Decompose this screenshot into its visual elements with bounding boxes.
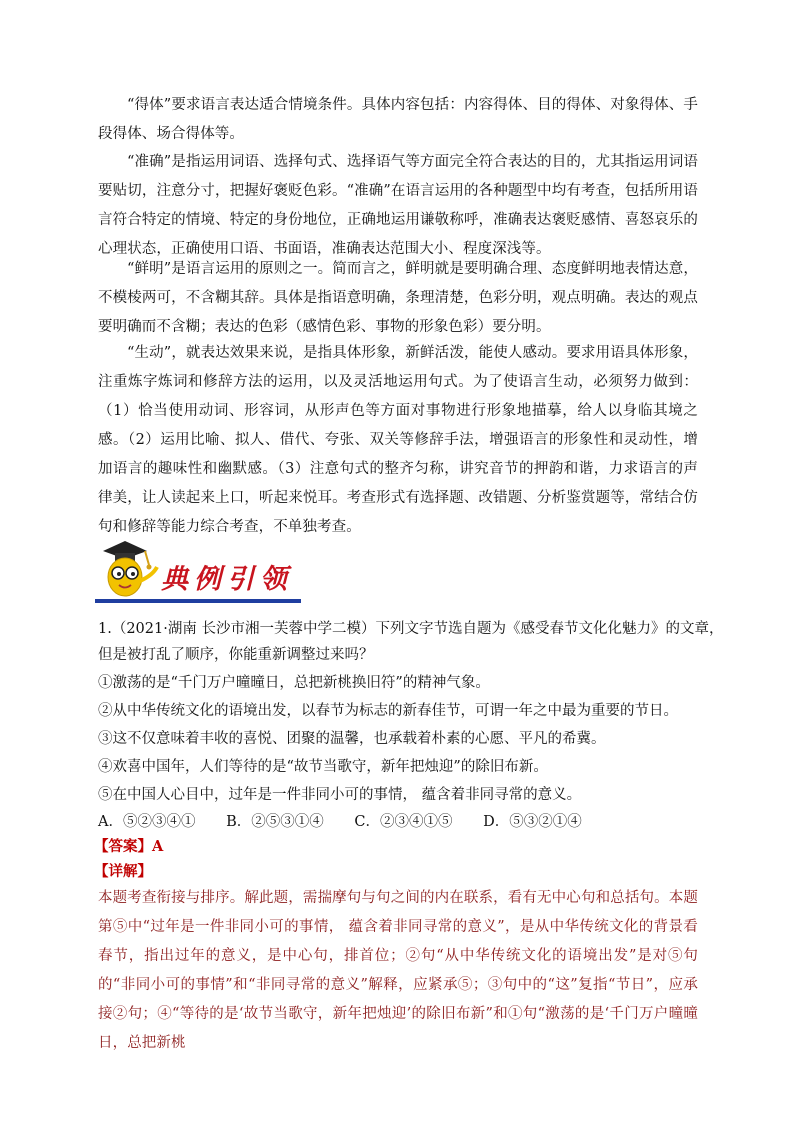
banner-title: 典例引领 bbox=[161, 564, 293, 595]
banner-underline bbox=[95, 599, 301, 603]
detail-label: 【详解】 bbox=[94, 863, 152, 880]
sentence-5: ⑤在中国人心目中，过年是一件非同小可的事情， 蕴含着非同寻常的意义。 bbox=[98, 787, 582, 803]
paragraph-vivid-clear: “鲜明”是语言运用的原则之一。简而言之，鲜明就是要明确合理、态度鲜明地表情达意，不模棱两可，不含糊其辞。具体是指语意明确，条理清楚，色彩分明，观点明确。表达的观点要明确而不含糊；表达的色彩（感情色彩、事物的形象色彩）要分明。 bbox=[98, 261, 698, 335]
answer-options bbox=[98, 811, 608, 833]
detail-explanation: 本题考查衔接与排序。解此题，需揣摩句与句之间的内在联系，看有无中心句和总括句。本题第⑤中“过年是一件非同小可的事情， 蕴含着非同寻常的意义”，是从中华传统文化的背景看春节，指出过年的意义，是中心句，排首位；②句“从中华传统文化的语境出发”是对⑤句的“非同小可的事情”和“非同寻常的意义”解释，应紧承⑤；③句中的“这”复指“节日”，应承接②句；④“等待的是‘故节当歌守，新年把烛迎’的除旧布新”和①句“激荡的是‘千门万户曈曈日，总把新桃 bbox=[98, 890, 698, 1051]
sentence-3: ③这不仅意味着丰收的喜悦、团聚的温馨，也承载着朴素的心愿、平凡的希冀。 bbox=[98, 731, 606, 747]
paragraph-accurate: “准确”是指运用词语、选择句式、选择语气等方面完全符合表达的目的，尤其指运用词语要贴切，注意分寸，把握好褒贬色彩。“准确”在语言运用的各种题型中均有考查，包括所用语言符合特定的情境、特定的身份地位，正确地运用谦敬称呼，准确表达褒贬感情、喜怒哀乐的心理状态，正确使用口语、书面语，准确表达范围大小、程度深浅等。 bbox=[98, 154, 698, 257]
option-a: A．⑤②③④① bbox=[98, 814, 196, 830]
question-stem: 1.（2021·湖南 长沙市湘一芙蓉中学二模）下列文字节选自题为《感受春节文化化魅力》的文章， bbox=[98, 621, 724, 637]
option-c: C．②③④①⑤ bbox=[354, 814, 453, 830]
scholar-mascot-icon bbox=[95, 537, 165, 603]
question-stem-continued: 但是被打乱了顺序，你能重新调整过来吗？ bbox=[98, 647, 374, 663]
paragraph-lively: “生动”，就表达效果来说，是指具体形象，新鲜活泼，能使人感动。要求用语具体形象，注重炼字炼词和修辞方法的运用，以及灵活地运用句式。为了使语言生动，必须努力做到：（1）恰当使用动词、形容词，从形声色等方面对事物进行形象地描摹，给人以身临其境之感。（2）运用比喻、拟人、借代、夸张、双关等修辞手法，增强语言的形象性和灵动性，增加语言的趣味性和幽默感。（3）注意句式的整齐匀称，讲究音节的押韵和谐，力求语言的声律美，让人读起来上口，听起来悦耳。考查形式有选择题、改错题、分析鉴赏题等，常结合仿句和修辞等能力综合考查，不单独考查。 bbox=[98, 345, 698, 535]
option-d: D．⑤③②①④ bbox=[483, 814, 582, 830]
paragraph-appropriate: “得体”要求语言表达适合情境条件。具体内容包括：内容得体、目的得体、对象得体、手段得体、场合得体等。 bbox=[98, 97, 698, 142]
answer-label: 【答案】A bbox=[94, 838, 164, 855]
sentence-2: ②从中华传统文化的语境出发，以春节为标志的新春佳节，可谓一年之中最为重要的节日。 bbox=[98, 703, 678, 719]
sentence-4: ④欢喜中国年，人们等待的是“故节当歌守，新年把烛迎”的除旧布新。 bbox=[98, 759, 548, 775]
section-banner bbox=[95, 537, 301, 605]
sentence-1: ①激荡的是“千门万户曈曈日，总把新桃换旧符”的精神气象。 bbox=[98, 675, 490, 691]
option-b: B．②⑤③①④ bbox=[226, 814, 324, 830]
